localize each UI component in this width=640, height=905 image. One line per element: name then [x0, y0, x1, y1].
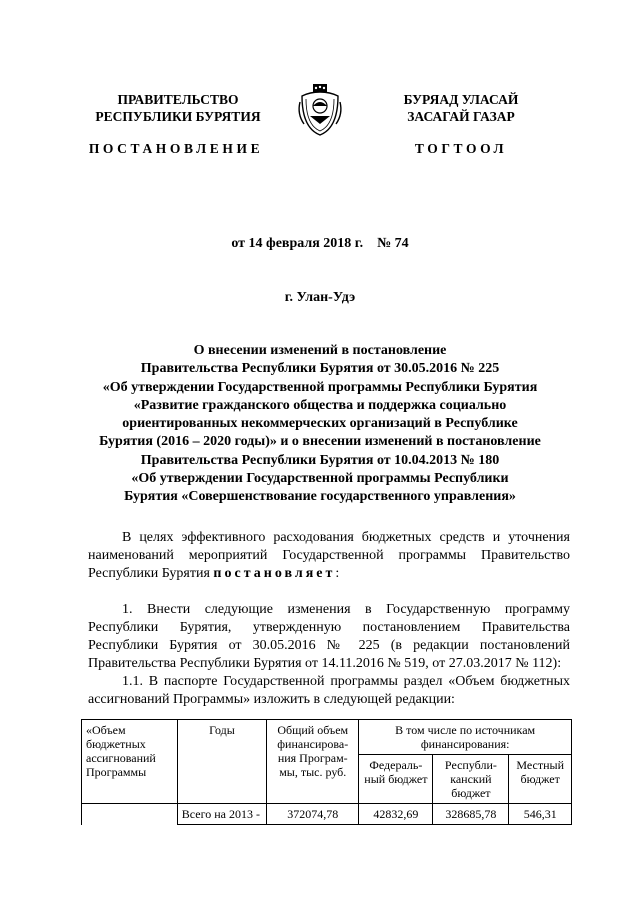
title-line: «Об утверждении Государственной программы Республики	[131, 471, 509, 487]
date-line	[0, 236, 640, 252]
title-line: Правительства Республики Бурятия от 30.05.2016 № 225	[140, 361, 500, 377]
title-line: ориентированных некоммерческих организаций в Республике	[122, 416, 518, 432]
table-header-row	[82, 720, 572, 755]
doc-type-left: ПОСТАНОВЛЕНИЕ	[88, 141, 264, 156]
right-org-name	[371, 91, 551, 125]
doc-title	[70, 342, 570, 507]
intro-text: В целях эффективного расходования бюджетных средств и уточнения наименований мероприятий Государственной программы Правительство Республики Бурятия	[88, 530, 570, 581]
doc-type-right: ТОГТООЛ	[414, 141, 508, 156]
header-total: Общий объем финансирова-ния Програм-мы, тыс. руб.	[267, 720, 359, 804]
left-org-name	[88, 91, 268, 125]
intro-tail: :	[335, 566, 340, 581]
cell-republic: 328685,78	[433, 804, 509, 825]
right-org-line1: БУРЯАД УЛАСАЙ	[403, 92, 519, 107]
title-line: Бурятия (2016 – 2020 годы)» и о внесении изменений в постановление	[99, 434, 541, 450]
header-federal: Федераль-ный бюджет	[359, 755, 433, 804]
cell-years: Всего на 2013 -	[177, 804, 266, 825]
doc-date: от 14 февраля 2018 г.	[231, 236, 364, 251]
paragraph-intro	[88, 529, 570, 583]
cell-total: 372074,78	[267, 804, 359, 825]
item-1-1-text: 1.1. В паспорте Государственной программы раздел «Объем бюджетных ассигнований Программы» изложить в следующей редакции:	[88, 674, 570, 707]
left-org-line1: ПРАВИТЕЛЬСТВО	[117, 92, 239, 107]
left-org-line2: РЕСПУБЛИКИ БУРЯТИЯ	[95, 109, 261, 124]
header-sources: В том числе по источникам финансирования:	[359, 720, 572, 755]
header-republic: Республи-канский бюджет	[433, 755, 509, 804]
coat-of-arms-icon	[296, 82, 344, 138]
header-local: Местный бюджет	[509, 755, 572, 804]
resolves-word: постановляет	[213, 566, 336, 581]
item-1-text: 1. Внести следующие изменения в Государственную программу Республики Бурятия, утвержденную постановлением Правительства Республики Бурятия от 30.05.2016 № 225 (в редакции постановлений Правительства Республики Бурятия от 14.11.2016 № 519, от 27.03.2017 № 112):	[88, 602, 570, 671]
title-line: Правительства Республики Бурятия от 10.04.2013 № 180	[140, 452, 500, 468]
title-line: «Развитие гражданского общества и поддержка социально	[133, 397, 507, 413]
doc-number: № 74	[377, 236, 409, 251]
financing-table	[81, 719, 572, 825]
title-line: «Об утверждении Государственной программы Республики Бурятия	[102, 379, 538, 395]
paragraph-items	[88, 601, 570, 709]
title-line: Бурятия «Совершенствование государственного управления»	[124, 489, 516, 505]
right-org-line2: ЗАСАГАЙ ГАЗАР	[407, 109, 515, 124]
cell-local: 546,31	[509, 804, 572, 825]
table-row	[82, 804, 572, 825]
row-label-continued	[82, 804, 178, 825]
cell-federal: 42832,69	[359, 804, 433, 825]
city: г. Улан-Удэ	[284, 290, 356, 305]
header-years: Годы	[177, 720, 266, 804]
row-label-cell: «Объем бюджетных ассигнований Программы	[82, 720, 178, 804]
title-line: О внесении изменений в постановление	[193, 343, 447, 358]
